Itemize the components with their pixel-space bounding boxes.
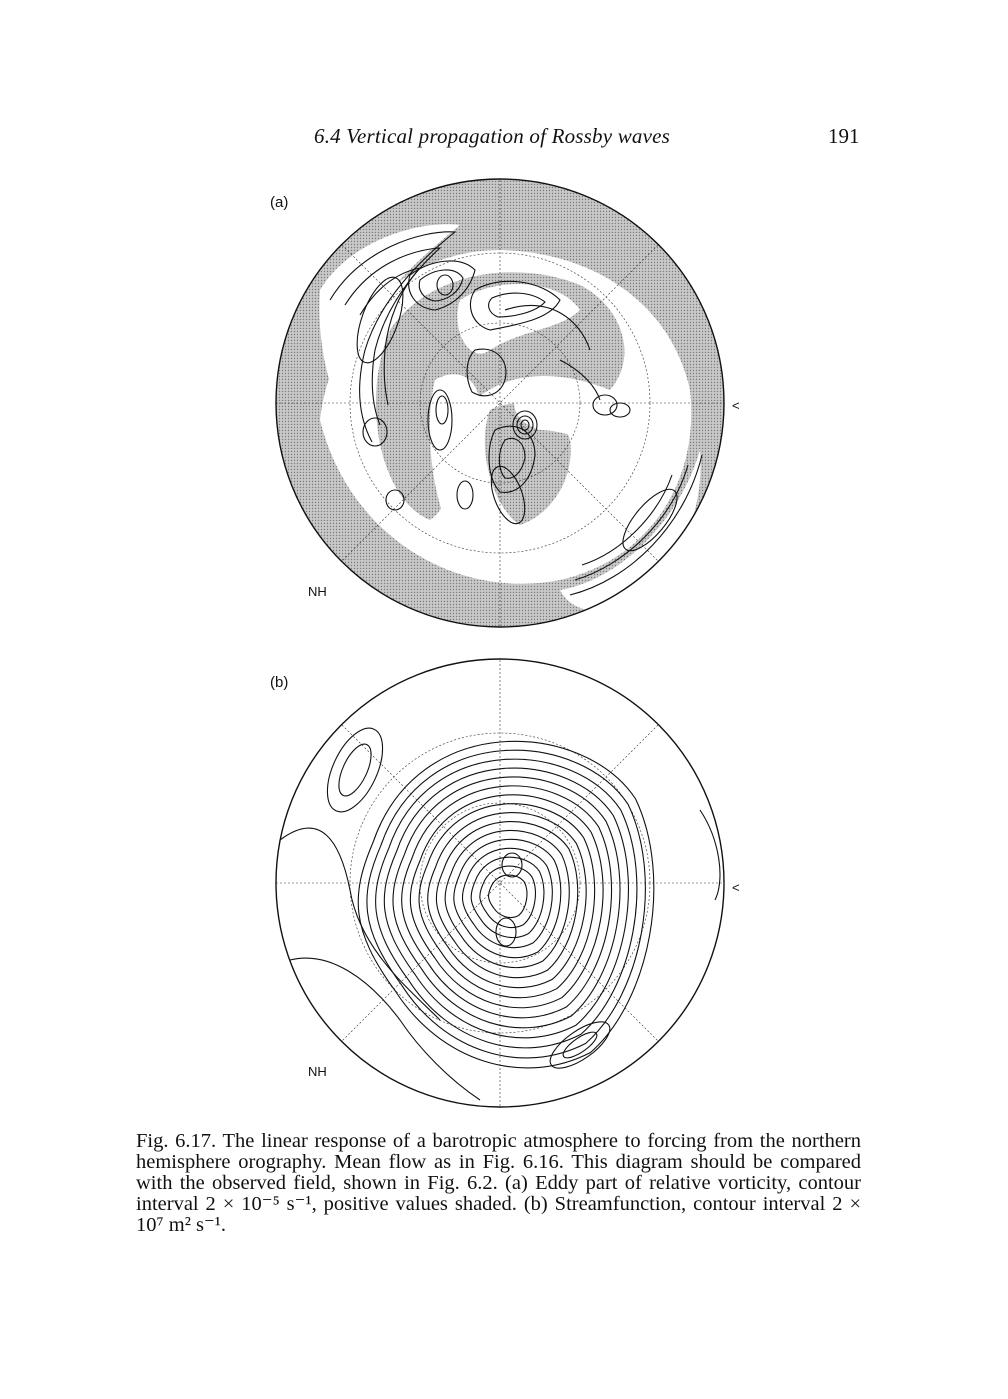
streamfunction-contours — [358, 741, 654, 1068]
streamfunction-contour — [489, 875, 527, 917]
streamfunction-contour — [358, 741, 654, 1068]
streamfunction-contour — [376, 759, 637, 1048]
streamfunction-contour — [436, 822, 577, 978]
streamfunction-map — [260, 660, 760, 1130]
streamfunction-contour — [462, 848, 552, 947]
negative-band — [560, 450, 701, 611]
figure-panel-b — [260, 660, 760, 1130]
streamfunction-contour — [367, 750, 645, 1058]
vorticity-map — [260, 180, 760, 650]
running-header-title: 6.4 Vertical propagation of Rossby waves — [314, 124, 671, 148]
figure-panel-a — [260, 180, 760, 650]
panel-label-a: (a) — [270, 194, 289, 211]
page-number: 191 — [828, 124, 860, 148]
longitude-marker-b: < — [732, 880, 740, 895]
panel-label-b: (b) — [270, 674, 289, 691]
hemisphere-label-b: NH — [308, 1064, 327, 1079]
longitude-marker-a: < — [732, 398, 740, 413]
hemisphere-label-a: NH — [308, 584, 327, 599]
caption-text: Fig. 6.17. The linear response of a barotropic atmosphere to forcing from the northern hemisphere orography. Mean flow as in Fig. 6.16. This diagram should be compared with the observed field, shown in Fig. 6.2. (a) Eddy part of relative vorticity, contour interval 2 × 10⁻⁵ s⁻¹, positive values shaded. (b) Streamfunction, contour interval 2 × 10⁷ m² s⁻¹. — [136, 1130, 861, 1236]
figure-caption — [136, 1131, 861, 1236]
streamfunction-contour — [471, 857, 544, 937]
streamfunction-contour — [428, 813, 586, 988]
streamfunction-contour — [402, 786, 612, 1018]
